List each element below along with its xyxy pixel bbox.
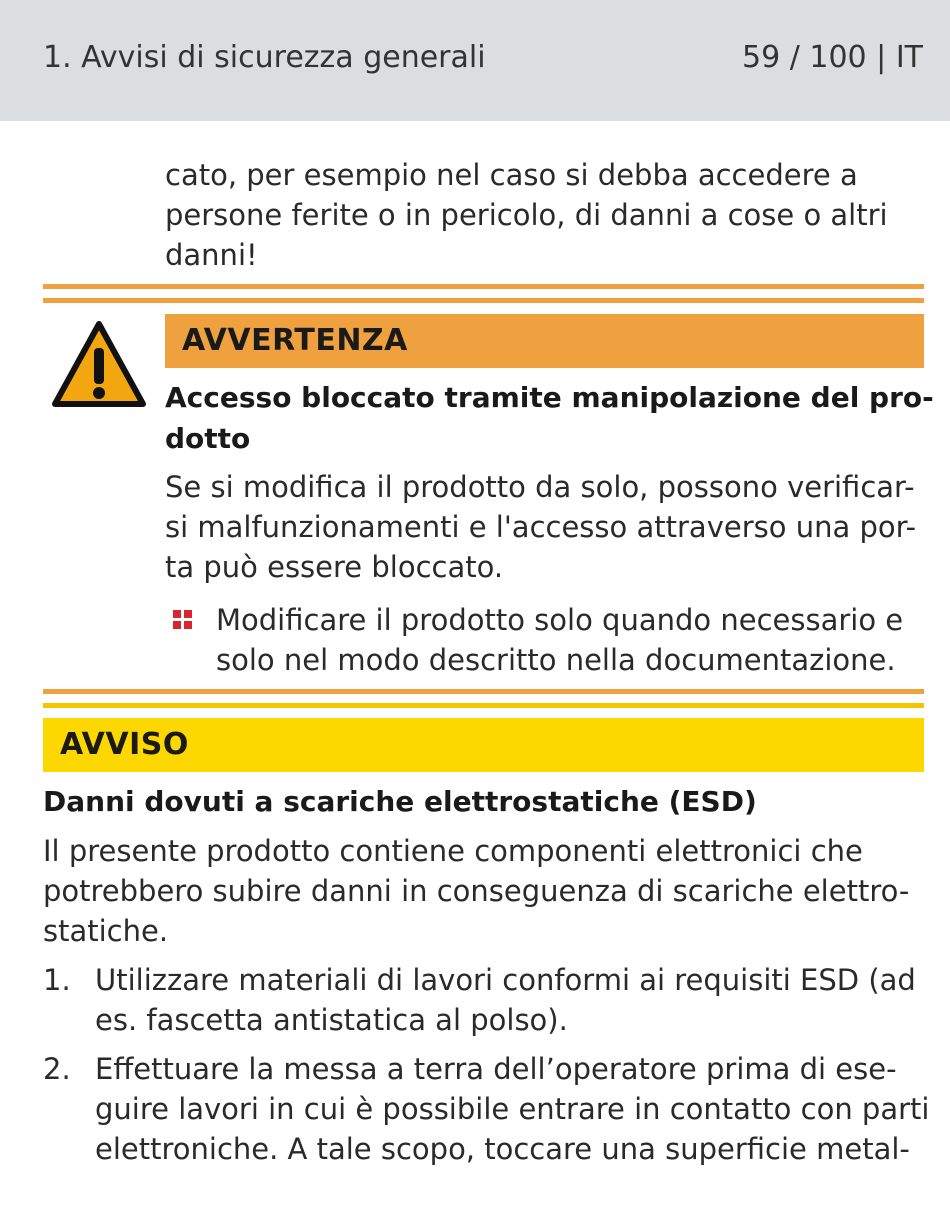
section-title: 1. Avvisi di sicurezza generali [43,40,486,75]
warning-action [216,600,903,680]
warning-rule-top [43,284,924,289]
warning-triangle-icon [51,320,147,408]
intro-line: danni! [165,238,258,272]
warning-title-line: Accesso bloccato tramite manipolazione del pro- [165,381,934,414]
step-line: Effettuare la messa a terra dell’operatore prima di ese- [95,1052,897,1086]
intro-line: cato, per esempio nel caso si debba accedere a [165,158,858,192]
step-line: es. fascetta antistatica al polso). [95,1003,568,1037]
warning-action-line: solo nel modo descritto nella documentazione. [216,643,896,677]
intro-paragraph [165,155,888,275]
notice-body [43,831,909,951]
step-line: elettroniche. A tale scopo, toccare una superficie metal- [95,1132,910,1166]
notice-rule-top [43,703,924,708]
notice-body-line: Il presente prodotto contiene componenti elettronici che [43,834,863,868]
step-text [95,1049,929,1169]
warning-rule-bottom [43,689,924,694]
warning-label-bar [165,314,924,368]
notice-label: AVVISO [60,727,189,762]
intro-line: persone ferite o in pericolo, di danni a cose o altri [165,198,888,232]
warning-action-line: Modificare il prodotto solo quando necessario e [216,603,904,637]
notice-title: Danni dovuti a scariche elettrostatiche (ESD) [43,785,757,818]
action-bullet-icon [173,610,193,630]
step-text [95,960,916,1040]
warning-body-line: si malfunzionamenti e l'accesso attraverso una por- [165,510,917,544]
step-number: 2. [43,1052,71,1086]
step-line: guire lavori in cui è possibile entrare in contatto con parti [95,1092,930,1126]
notice-body-line: potrebbero subire danni in conseguenza di scariche elettro- [43,874,910,908]
warning-label: AVVERTENZA [182,323,408,358]
warning-body [165,467,916,587]
page-indicator: 59 / 100 | IT [742,40,923,75]
notice-body-line: statiche. [43,914,169,948]
page-header [0,0,950,121]
warning-title [165,377,934,459]
warning-title-line: dotto [165,422,251,455]
warning-body-line: Se si modifica il prodotto da solo, possono verificar- [165,470,915,504]
notice-label-bar [43,718,924,772]
warning-body-line: ta può essere bloccato. [165,550,504,584]
warning-rule-top-2 [43,298,924,303]
step-number: 1. [43,963,71,997]
step-line: Utilizzare materiali di lavori conformi ai requisiti ESD (ad [95,963,916,997]
